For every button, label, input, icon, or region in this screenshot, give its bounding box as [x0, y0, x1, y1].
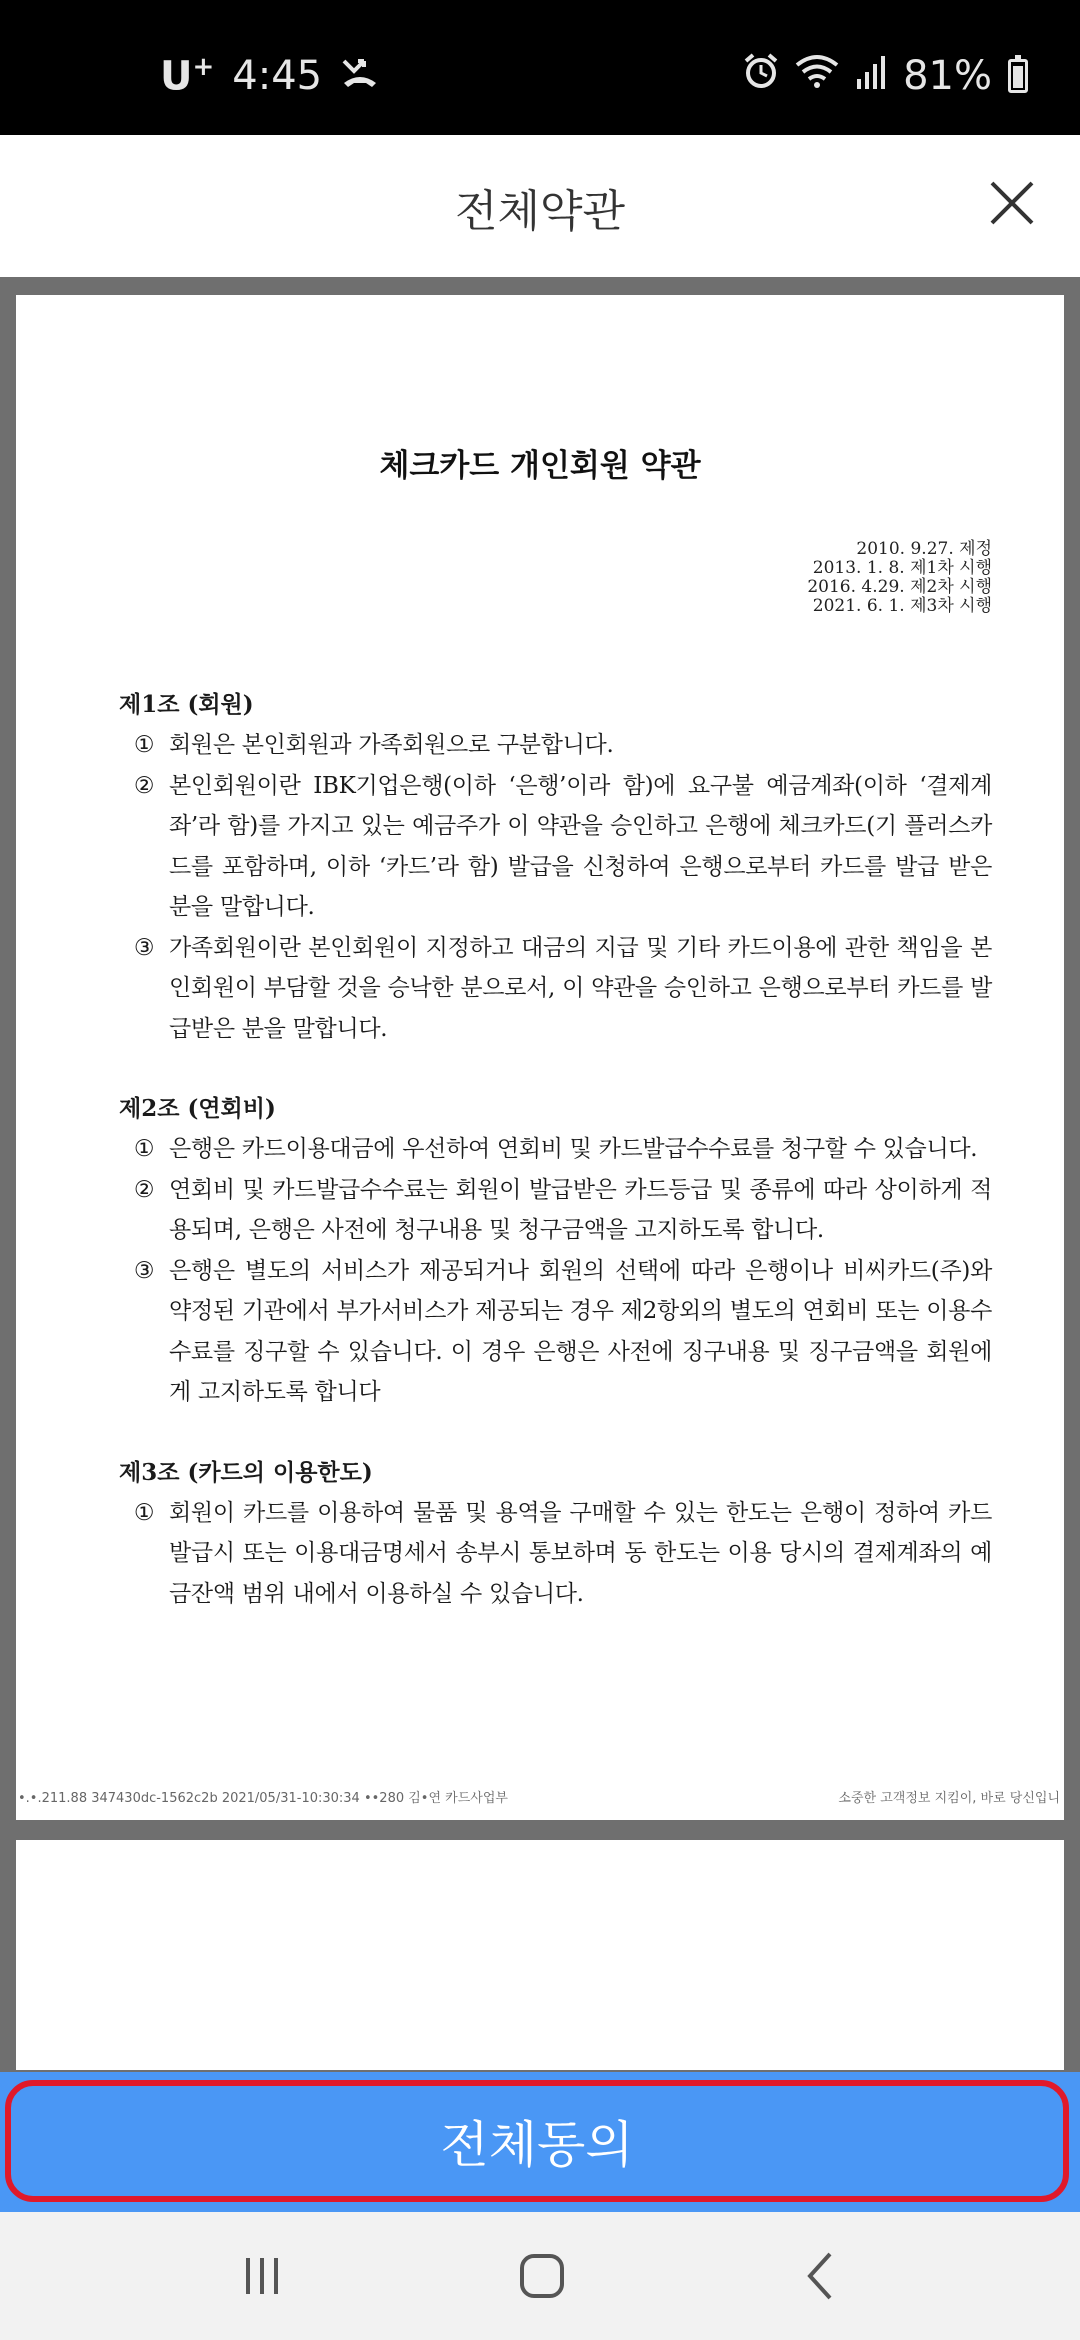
carrier-label: U+	[160, 52, 215, 100]
article-3	[119, 1453, 992, 1615]
status-left	[160, 52, 380, 99]
document-viewer[interactable]	[0, 277, 1080, 2072]
battery-percent: 81%	[903, 53, 992, 99]
battery-icon	[1008, 59, 1028, 93]
document-footer-left: •.•.211.88 347430dc-1562c2b 2021/05/31-10:30:34 ••280 김•연 카드사업부	[18, 1791, 508, 1806]
article-1	[119, 685, 992, 1049]
home-button[interactable]	[506, 2240, 578, 2312]
clause: ① 회원은 본인회원과 가족회원으로 구분합니다.	[133, 732, 614, 758]
document-page	[16, 295, 1064, 1820]
article-title: 제3조 (카드의 이용한도)	[119, 1458, 373, 1486]
alarm-icon	[743, 52, 779, 100]
article-2	[119, 1089, 992, 1413]
home-icon	[506, 2240, 578, 2312]
clause: ① 은행은 카드이용대금에 우선하여 연회비 및 카드발급수수료를 청구할 수 있습니다.	[133, 1136, 978, 1162]
clause: ② 연회비 및 카드발급수수료는 회원이 발급받은 카드등급 및 종류에 따라 상이하게 적용되며, 은행은 사전에 청구내용 및 청구금액을 고지하도록 합니다.	[133, 1176, 992, 1243]
status-bar	[0, 0, 1080, 135]
back-icon	[786, 2240, 858, 2312]
header	[0, 135, 1080, 277]
revision-dates	[807, 540, 992, 616]
navigation-bar	[0, 2212, 1080, 2340]
article-title: 제2조 (연회비)	[119, 1095, 276, 1122]
revision-date: 2013. 1. 8. 제1차 시행	[812, 558, 992, 578]
agree-bar	[0, 2072, 1080, 2212]
clause: ① 회원이 카드를 이용하여 물품 및 용역을 구매할 수 있는 한도는 은행이 정하여 카드발급시 또는 이용대금명세서 송부시 통보하며 동 한도는 이용 당시의 결제계좌의 예금잔액 범위 내에서 이용하실 수 있습니다.	[133, 1499, 992, 1607]
status-time: 4:45	[232, 52, 323, 99]
close-button[interactable]	[978, 169, 1046, 237]
recents-icon	[226, 2240, 298, 2312]
terms-content	[119, 685, 992, 1654]
missed-call-icon	[340, 53, 380, 99]
back-button[interactable]	[786, 2240, 858, 2312]
agree-all-button[interactable]: 전체동의	[5, 2080, 1069, 2202]
status-right	[743, 52, 1028, 100]
page-title: 전체약관	[454, 186, 625, 237]
revision-date: 2021. 6. 1. 제3차 시행	[812, 596, 992, 616]
clause: ③ 은행은 별도의 서비스가 제공되거나 회원의 선택에 따라 은행이나 비씨카드(주)와 약정된 기관에서 부가서비스가 제공되는 경우 제2항외의 별도의 연회비 또는 이용수수료를 징구할 수 있습니다. 이 경우 은행은 사전에 징구내용 및 징구금액을 회원에게 고지하도록 합니다	[133, 1257, 992, 1405]
article-title: 제1조 (회원)	[119, 691, 254, 718]
revision-date: 2010. 9.27. 제정	[856, 539, 992, 559]
clause: ③ 가족회원이란 본인회원이 지정하고 대금의 지급 및 기타 카드이용에 관한 책임을 본인회원이 부담할 것을 승낙한 분으로서, 이 약관을 승인하고 은행으로부터 카드를 발급받은 분을 말합니다.	[133, 934, 992, 1042]
signal-icon	[855, 53, 887, 99]
document-page-next	[16, 1840, 1064, 2070]
document-footer-right: 소중한 고객정보 지킴이, 바로 당신입니	[838, 1791, 1060, 1806]
revision-date: 2016. 4.29. 제2차 시행	[807, 577, 992, 597]
document-title: 체크카드 개인회원 약관	[379, 448, 701, 484]
recents-button[interactable]	[226, 2240, 298, 2312]
close-icon	[978, 169, 1046, 237]
wifi-icon	[795, 53, 839, 99]
clause: ② 본인회원이란 IBK기업은행(이하 ‘은행’이라 함)에 요구불 예금계좌(이하 ‘결제계좌’라 함)를 가지고 있는 예금주가 이 약관을 승인하고 은행에 체크카드(기 플러스카드를 포함하며, 이하 ‘카드’라 함) 발급을 신청하여 은행으로부터 카드를 발급 받은 분을 말합니다.	[133, 772, 992, 920]
